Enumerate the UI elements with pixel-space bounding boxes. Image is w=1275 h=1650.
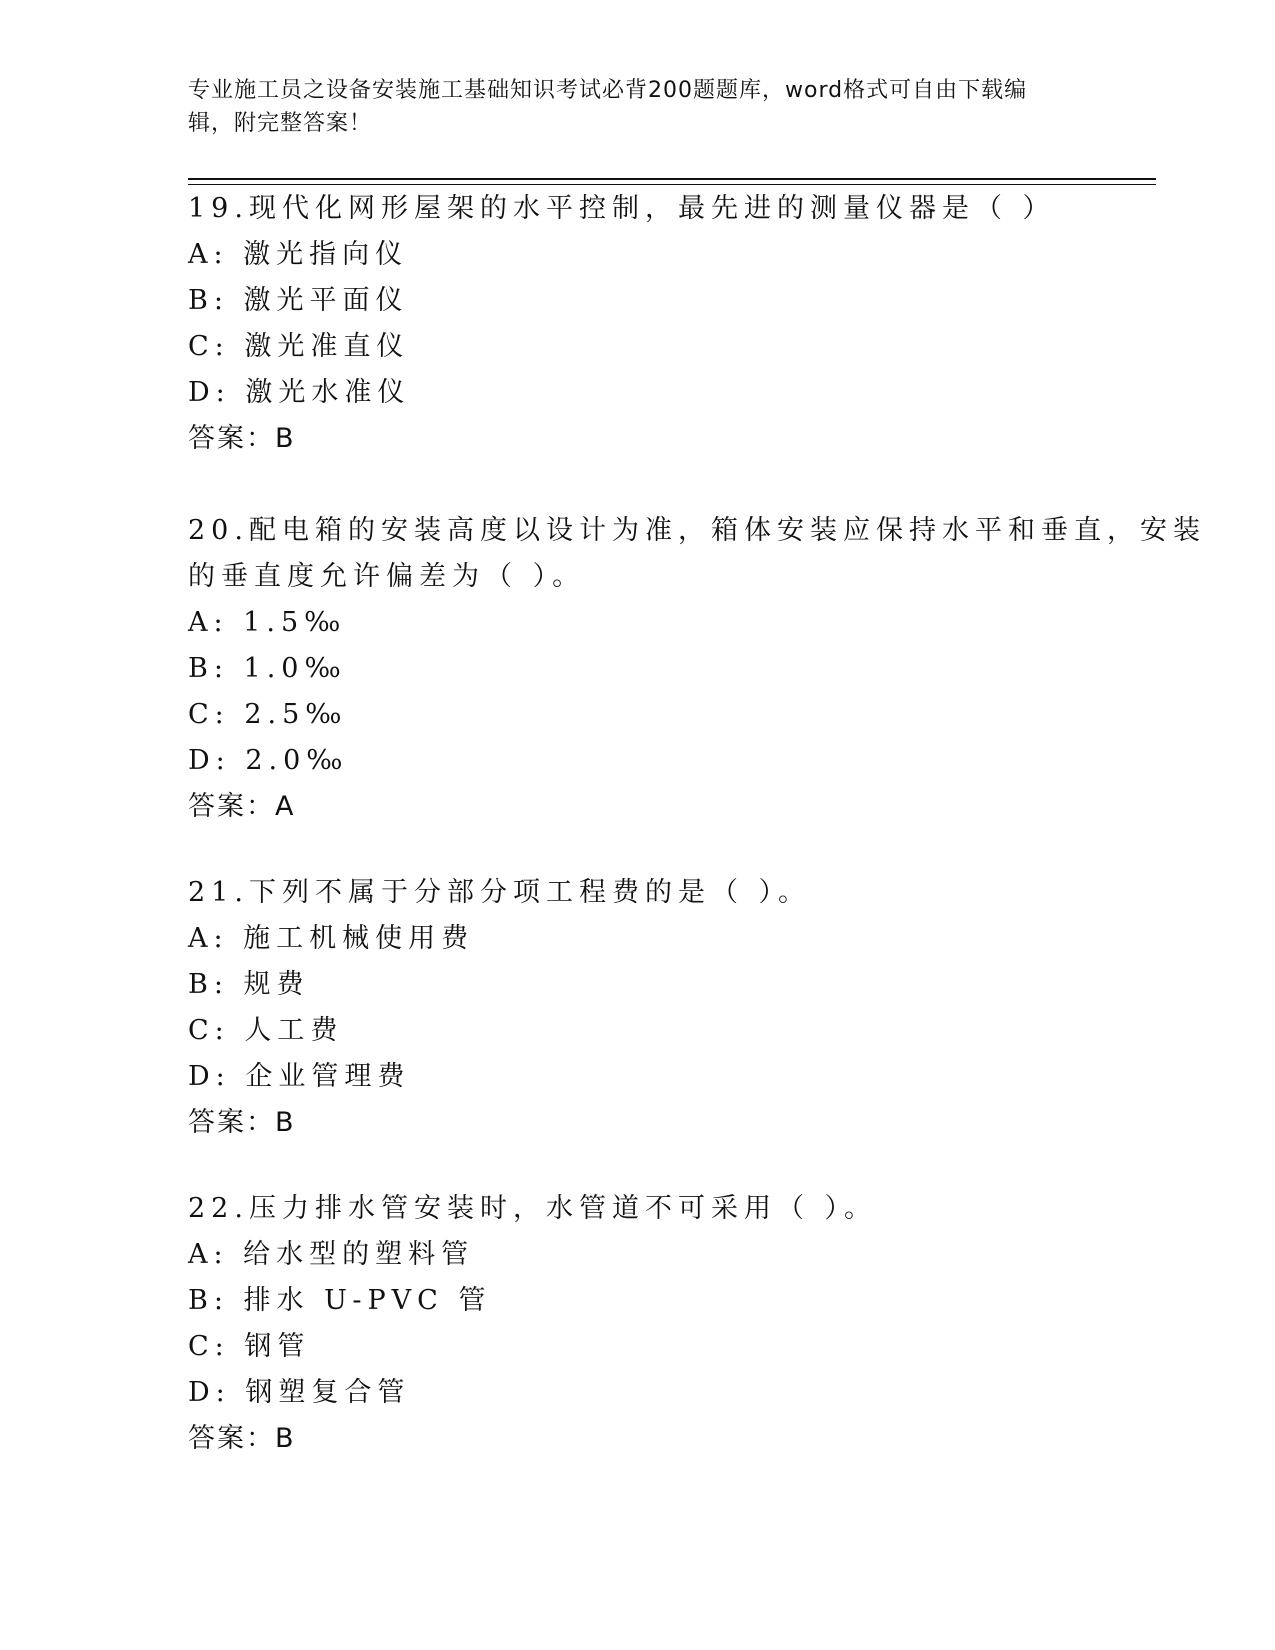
option-c: C: 人工费 bbox=[188, 1015, 344, 1046]
question-text: 19.现代化网形屋架的水平控制，最先进的测量仪器是（ ） bbox=[188, 193, 1056, 224]
answer-label: 答案： bbox=[188, 423, 275, 454]
question-text: 21.下列不属于分部分项工程费的是（ ）。 bbox=[188, 877, 812, 908]
document-header: 专业施工员之设备安装施工基础知识考试必背200题题库，word格式可自由下载编辑，附完整答案！ bbox=[188, 78, 1028, 136]
option-a: A: 施工机械使用费 bbox=[188, 923, 475, 954]
answer-line bbox=[188, 416, 1088, 462]
answer-label: 答案： bbox=[188, 1423, 275, 1454]
answer-value: B bbox=[275, 423, 296, 454]
option-c: C: 钢管 bbox=[188, 1331, 311, 1362]
answer-label: 答案： bbox=[188, 1107, 275, 1138]
answer-value: A bbox=[275, 791, 296, 822]
option-d: D: 企业管理费 bbox=[188, 1061, 411, 1092]
answer-line bbox=[188, 1416, 1088, 1462]
answer-value: B bbox=[275, 1107, 296, 1138]
option-b: B: 1.0‰ bbox=[188, 653, 347, 684]
option-d: D: 激光水准仪 bbox=[188, 377, 411, 408]
question-text: 22.压力排水管安装时，水管道不可采用（ ）。 bbox=[188, 1193, 878, 1224]
header-divider-thin bbox=[188, 184, 1156, 185]
answer-value: B bbox=[275, 1423, 296, 1454]
option-c: C: 激光准直仪 bbox=[188, 331, 410, 362]
option-d: D: 钢塑复合管 bbox=[188, 1377, 411, 1408]
option-d: D: 2.0‰ bbox=[188, 745, 349, 776]
question-text: 20.配电箱的安装高度以设计为准，箱体安装应保持水平和垂直，安装 bbox=[188, 515, 1206, 546]
option-a: A: 1.5‰ bbox=[188, 607, 347, 638]
option-c: C: 2.5‰ bbox=[188, 699, 348, 730]
option-b: B: 排水 U-PVC 管 bbox=[188, 1285, 492, 1316]
option-a: A: 给水型的塑料管 bbox=[188, 1239, 475, 1270]
option-b: B: 激光平面仪 bbox=[188, 285, 409, 316]
option-a: A: 激光指向仪 bbox=[188, 239, 409, 270]
question-text-continued: 的垂直度允许偏差为（ ）。 bbox=[188, 561, 586, 592]
question-block bbox=[188, 1186, 1088, 1462]
answer-line bbox=[188, 784, 1088, 830]
question-block bbox=[188, 508, 1206, 830]
question-block bbox=[188, 186, 1088, 462]
answer-label: 答案： bbox=[188, 791, 275, 822]
header-divider-thick bbox=[188, 178, 1156, 180]
question-block bbox=[188, 870, 1088, 1146]
option-b: B: 规费 bbox=[188, 969, 310, 1000]
answer-line bbox=[188, 1100, 1088, 1146]
